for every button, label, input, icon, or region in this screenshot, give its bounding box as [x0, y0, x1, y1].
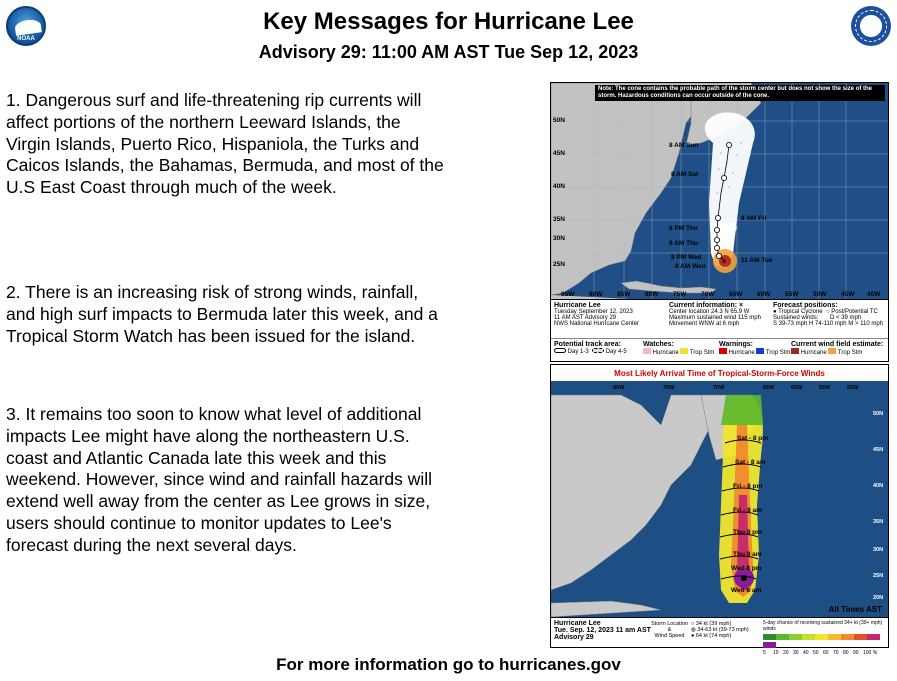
arrival-label-thu-am: Thu 8 am [733, 551, 762, 558]
prob-scale-cell [763, 642, 776, 648]
current-info-title: Current information: × [669, 302, 744, 309]
lat-label: 50N [553, 117, 565, 124]
lon-label: 95W [561, 291, 575, 298]
prob-scale-cell [763, 634, 776, 640]
track-label-sat: 8 AM Sat [671, 171, 699, 178]
w64-label: 64 kt (74 mph) [695, 633, 732, 639]
lat-label: 25N [553, 261, 565, 268]
prob-scale-label: 70 [833, 650, 839, 656]
arrival-label-fri-am: Fri - 8 am [733, 507, 762, 514]
page-subtitle: Advisory 29: 11:00 AM AST Tue Sep 12, 2023 [258, 42, 639, 62]
s-wind: S 39-73 mph [773, 321, 808, 327]
lon-label: 80W [645, 291, 659, 298]
noaa-logo-text: NOAA [17, 36, 35, 42]
arrival-time-map [550, 364, 889, 656]
arrival-map-info-panel: Hurricane Lee Tue. Sep. 12, 2023 11 am AST Advisory 29 Storm Location & Wind Speed ○ 34 kt (39 mph) ◍ 34-63 kt (39-73 mph) ● 64 kt (74 mph) 5-day chance of receiving sustained 34+ kt (39+ mph) winds 5 10 20 30 40 50 60 70 80 90 100 % [551, 617, 888, 647]
storm-location-label: Storm Location [651, 621, 688, 627]
w34-label: 34 kt (39 mph) [695, 621, 732, 627]
lat-label: 30N [873, 547, 884, 553]
all-times-note: All Times AST [828, 605, 882, 614]
arrival-label-thu-pm: Thu 8 pm [733, 529, 762, 536]
lat-label: 45N [553, 150, 565, 157]
prob-scale-cell [828, 634, 841, 640]
storm-date: Tuesday September 12, 2023 [554, 309, 633, 315]
lon-label: 75W [673, 291, 687, 298]
max-wind: Maximum sustained wind 115 mph [669, 315, 761, 321]
cone-map-graphic [551, 83, 888, 299]
prob-scale-label: 5 [763, 650, 766, 656]
page-title: Key Messages for Hurricane Lee [263, 8, 634, 35]
warning-hurricane: Hurricane [728, 350, 755, 356]
center-location: Center location 24.3 N 65.9 W [669, 309, 750, 315]
lon-label: 75W [663, 385, 675, 391]
prob-scale-label: 90 [853, 650, 859, 656]
prob-scale-cell [802, 634, 815, 640]
d-wind: D < 39 mph [830, 315, 862, 321]
storm-name: Hurricane Lee [554, 302, 601, 309]
arrival-label-sat-pm: Sat - 8 pm [737, 435, 769, 442]
lat-label: 25N [873, 573, 884, 579]
w50-label: 34-63 kt (39-73 mph) [697, 627, 749, 633]
track-label-thu-pm: 8 PM Thu [669, 225, 698, 232]
watch-hurricane: Hurricane [652, 350, 679, 356]
arrival-label-fri-pm: Fri - 8 pm [733, 483, 763, 490]
lon-label: 70W [701, 291, 715, 298]
lat-label: 35N [873, 519, 884, 525]
field-trop-stm: Trop Stm [837, 350, 863, 356]
forecast-cone-map [550, 82, 889, 362]
lon-label: 60W [791, 385, 803, 391]
arrival-label-sat-am: Sat - 8 am [735, 459, 766, 466]
prob-scale-cell [867, 634, 880, 640]
prob-scale-label: 40 [803, 650, 809, 656]
lat-label: 45N [873, 447, 884, 453]
lon-label: 40W [867, 291, 881, 298]
lon-label: 50W [813, 291, 827, 298]
arrival-label-wed-pm: Wed 8 pm [731, 565, 762, 572]
prob-scale [763, 634, 888, 650]
prob-scale-label: 30 [793, 650, 799, 656]
prob-scale-cell [815, 634, 828, 640]
lon-label: 70W [713, 385, 725, 391]
cone-map-info-panel [551, 299, 888, 361]
prob-scale-label: 20 [783, 650, 789, 656]
sustained-winds: Sustained winds: [773, 315, 819, 321]
prob-scale-cell [841, 634, 854, 640]
legend-day13: Day 1-3 [567, 349, 589, 355]
arrival-map-title: Most Likely Arrival Time of Tropical-Storm-Force Winds [614, 369, 825, 378]
track-label-fri: 8 AM Fri [741, 215, 767, 222]
lat-label: 35N [553, 216, 565, 223]
warning-trop-stm: Trop Stm [765, 350, 791, 356]
lon-label: 65W [763, 385, 775, 391]
footer-link-text: For more information go to hurricanes.gov [276, 655, 621, 674]
track-label-wed-am: 8 AM Wed [675, 263, 706, 270]
legend-day45: Day 4-5 [605, 349, 627, 355]
potential-track-title: Potential track area: [554, 341, 621, 348]
track-label-thu-am: 8 AM Thu [669, 240, 699, 247]
arrival-map-graphic [551, 365, 888, 617]
forecast-positions-title: Forecast positions: [773, 302, 838, 309]
storm-name: Hurricane Lee [554, 620, 601, 627]
m-wind: M > 110 mph [848, 321, 884, 327]
fp-tc: ● Tropical Cyclone [773, 309, 823, 315]
lat-label: 50N [873, 411, 884, 417]
advisory: Advisory 29 [554, 634, 594, 641]
prob-scale-label: 60 [823, 650, 829, 656]
fp-ptc: ○ Post/Potential TC [826, 309, 878, 315]
prob-scale-label: 10 [773, 650, 779, 656]
issue-date: Tue. Sep. 12, 2023 11 am AST [554, 627, 651, 634]
key-message-3: 3. It remains too soon to know what level of additional impacts Lee might have along the northeastern U.S. coast and Atlantic Canada late this week and this weekend. However, since wind and rainfall hazards will extend well away from the center as Lee grows in size, users should continue to monitor updates to Lee's forecast during the next several days. [6, 404, 433, 555]
h-wind: H 74-110 mph [809, 321, 847, 327]
prob-scale-label: 50 [813, 650, 819, 656]
track-label-sun: 8 AM Sun [669, 142, 699, 149]
lat-label: 20N [873, 595, 884, 601]
cone-note: Note: The cone contains the probable path of the storm center but does not show the size of the storm. Hazardous conditions can occur outside of the cone. [595, 85, 885, 101]
movement: Movement WNW at 6 mph [669, 321, 740, 327]
track-label-wed-pm: 8 PM Wed [671, 254, 702, 261]
swath-north [721, 395, 763, 425]
lon-label: 60W [757, 291, 771, 298]
advisory-time: 11 AM AST Advisory 29 [554, 315, 617, 321]
legend-row [551, 338, 888, 362]
lon-label: 65W [729, 291, 743, 298]
watches-title: Watches: [643, 341, 674, 348]
key-message-1: 1. Dangerous surf and life-threatening rip currents will affect portions of the northern Leeward Islands, the Virgin Islands, Puerto Rico, Hispaniola, the Turks and Caicos Islands, the Bahamas, Bermuda, and most of the U.S East Coast through much of the week. [6, 90, 444, 198]
prob-scale-label: 80 [843, 650, 849, 656]
prob-scale-cell [776, 634, 789, 640]
lon-label: 90W [589, 291, 603, 298]
watch-trop-stm: Trop Stm [689, 350, 715, 356]
amp-label: & [667, 627, 672, 633]
prob-scale-cell [854, 634, 867, 640]
lon-label: 80W [613, 385, 625, 391]
lat-label: 30N [553, 235, 565, 242]
prob-caption: 5-day chance of receiving sustained 34+ kt (39+ mph) winds [763, 620, 883, 632]
track-label-current: 11 AM Tue [741, 257, 773, 264]
lon-label: 85W [617, 291, 631, 298]
wind-field-title: Current wind field estimate: [791, 341, 884, 348]
lat-label: 40N [873, 483, 884, 489]
field-hurricane: Hurricane [800, 350, 827, 356]
current-position-icon: × [722, 259, 727, 266]
arrival-label-wed-am: Wed 8 am [731, 587, 762, 594]
lon-label: 55W [785, 291, 799, 298]
prob-scale-label: 100 % [863, 650, 878, 656]
lon-label: 55W [819, 385, 831, 391]
key-message-2: 2. There is an increasing risk of strong winds, rainfall, and high surf impacts to Bermuda later this week, and a Tropical Storm Watch has been issued for the island. [6, 282, 438, 346]
lon-label: 50W [847, 385, 859, 391]
warnings-title: Warnings: [719, 341, 753, 348]
lon-label: 45W [841, 291, 855, 298]
prob-scale-cell [789, 634, 802, 640]
wind-speed-label: Wind Speed [654, 633, 685, 639]
lat-label: 40N [553, 183, 565, 190]
issuing-center: NWS National Hurricane Center [554, 321, 640, 327]
